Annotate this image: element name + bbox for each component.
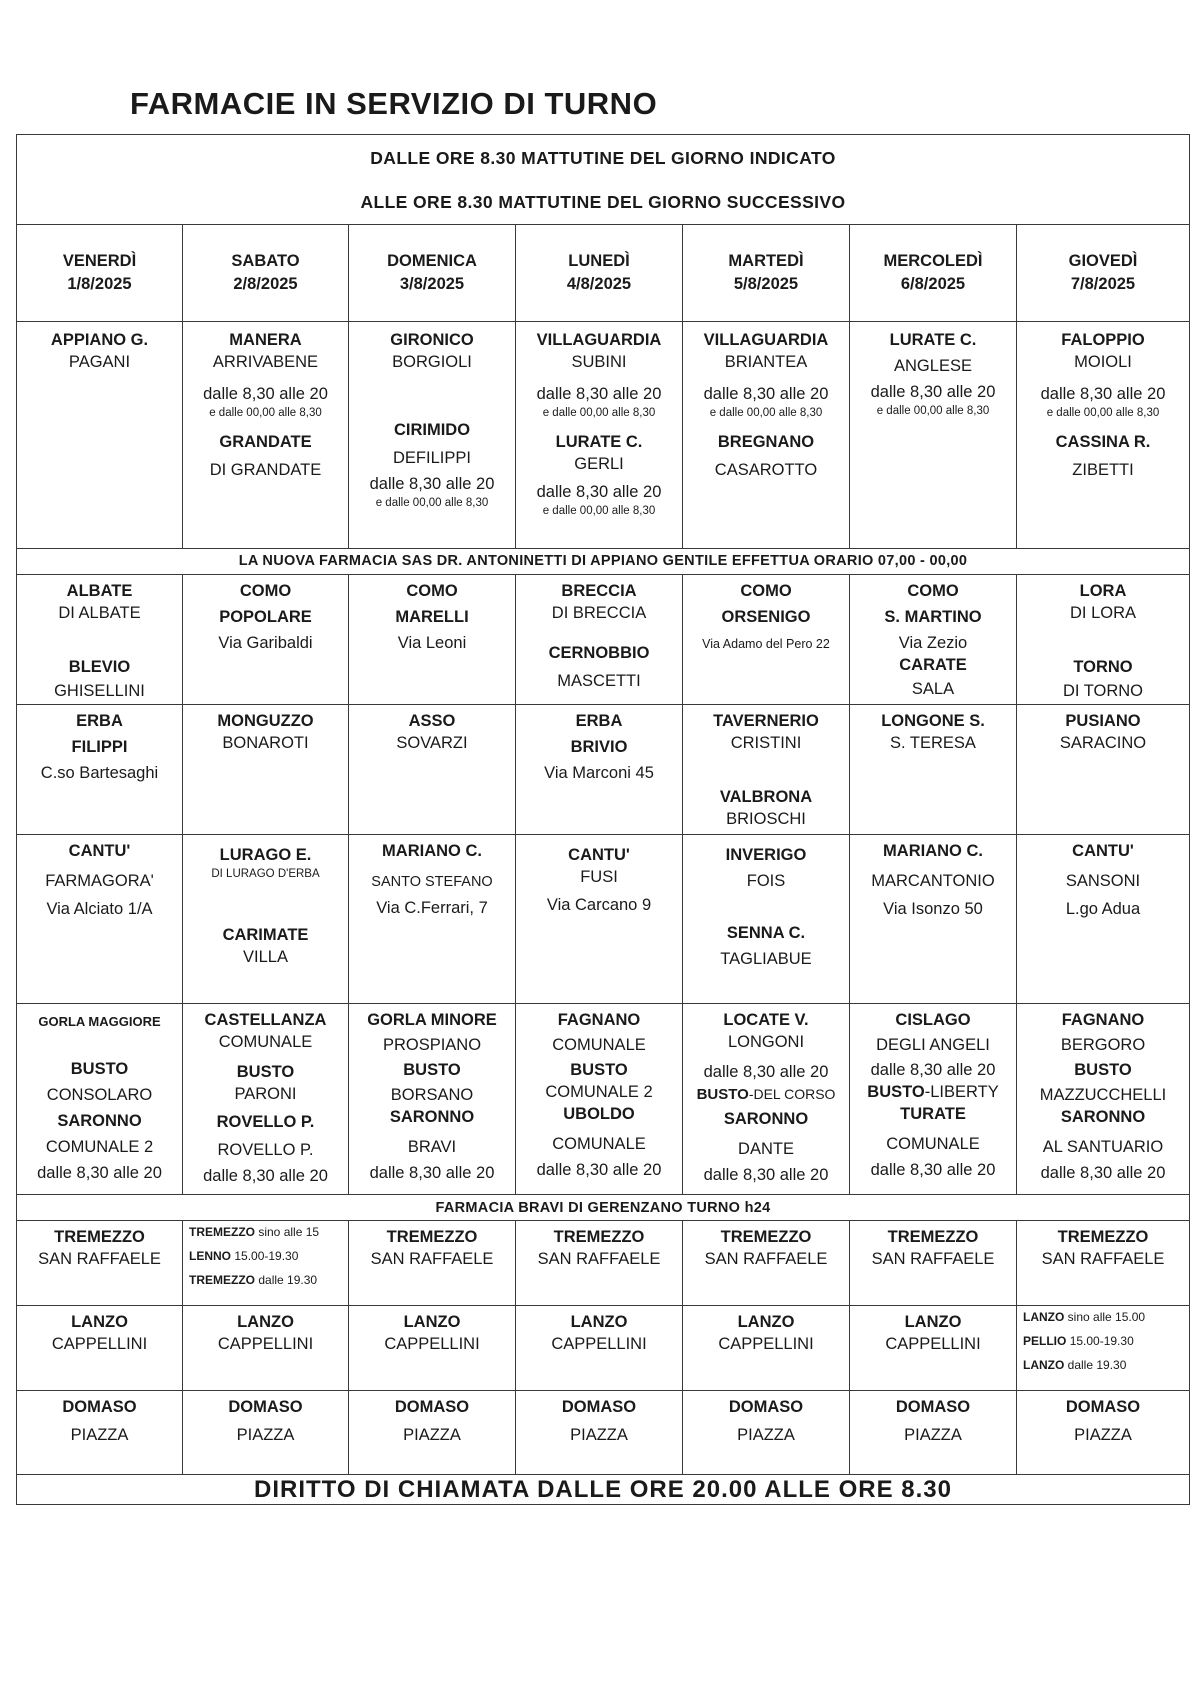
pharmacy: BORSANO (390, 1085, 474, 1104)
pharmacy: PIAZZA (236, 1426, 295, 1445)
pharmacy: CONSOLARO (46, 1085, 153, 1104)
day-name: SABATO (231, 252, 300, 271)
notice-appiano: LA NUOVA FARMACIA SAS DR. ANTONINETTI DI APPIANO GENTILE EFFETTUA ORARIO 07,00 - 00,00 (17, 548, 1190, 574)
schedule-table (16, 134, 1190, 1505)
day-name: VENERDÌ (62, 252, 137, 271)
time-slot (183, 1272, 348, 1288)
town: GORLA MAGGIORE (38, 1013, 161, 1029)
town: LANZO (1023, 1309, 1065, 1324)
cell-b8-thu (1017, 1391, 1190, 1475)
town: VALBRONA (719, 788, 813, 807)
address: Via Isonzo 50 (883, 900, 983, 919)
cell-b2-tue (683, 575, 850, 705)
town: COMO (406, 582, 458, 601)
town: LANZO (1023, 1357, 1065, 1372)
pharmacy: CAPPELLINI (51, 1334, 148, 1353)
pharmacy: DEGLI ANGELI (876, 1035, 990, 1054)
hours-day: dalle 8,30 alle 20 (536, 482, 662, 501)
pharmacy: ZIBETTI (1072, 460, 1134, 479)
town: LURAGO E. (219, 846, 312, 865)
town: SARONNO (723, 1109, 809, 1128)
pharmacy: GERLI (574, 454, 624, 473)
day-date: 3/8/2025 (399, 275, 465, 294)
pharmacy: COMUNALE 2 (545, 1082, 653, 1101)
cell-b3-mon (516, 705, 683, 835)
hours-day: dalle 8,30 alle 20 (703, 1165, 829, 1184)
day-name: MERCOLEDÌ (883, 252, 983, 271)
address: L.go Adua (1065, 900, 1141, 919)
town: BUSTO (1074, 1060, 1132, 1079)
pharmacy: CAPPELLINI (718, 1334, 814, 1353)
hours-night: e dalle 00,00 alle 8,30 (542, 504, 656, 517)
pharmacy: SANSONI (1065, 872, 1141, 891)
pharmacy: DI GRANDATE (209, 460, 322, 479)
town: LANZO (71, 1312, 128, 1331)
day-date: 1/8/2025 (67, 275, 132, 294)
pharmacy: DI ALBATE (58, 604, 141, 623)
pharmacy: DEFILIPPI (393, 448, 471, 467)
pharmacy: SAN RAFFAELE (871, 1250, 995, 1269)
cell-b6-sat (183, 1221, 349, 1305)
day-date: 7/8/2025 (1070, 275, 1136, 294)
town: PELLIO (1023, 1333, 1067, 1348)
pharmacy: PARONI (234, 1084, 297, 1103)
cell-b8-fri (17, 1391, 183, 1475)
town: COMO (907, 582, 959, 601)
town: LANZO (570, 1312, 628, 1331)
cell-b5-fri (17, 1003, 183, 1194)
pharmacy: GHISELLINI (54, 682, 145, 701)
day-name: LUNEDÌ (568, 252, 630, 271)
time-range: 15.00-19.30 (1069, 1333, 1134, 1348)
town: TURATE (900, 1104, 966, 1123)
town: CISLAGO (895, 1010, 971, 1029)
cell-b6-fri (17, 1221, 183, 1305)
pharmacy: ROVELLO P. (217, 1140, 314, 1159)
town: ROVELLO P. (216, 1112, 315, 1131)
town: DOMASO (561, 1398, 637, 1417)
day-header-fri (17, 225, 183, 322)
town: TORNO (1073, 658, 1133, 677)
address: Via Zezio (898, 634, 968, 653)
cell-b1-fri (17, 321, 183, 548)
town: PUSIANO (1065, 712, 1141, 731)
pharmacy: SUBINI (571, 352, 627, 371)
town: SENNA C. (726, 924, 806, 943)
day-date: 5/8/2025 (733, 275, 799, 294)
cell-b7-wed (850, 1305, 1017, 1390)
pharmacy: CRISTINI (730, 734, 802, 753)
address: C.so Bartesaghi (40, 764, 159, 783)
time-range: sino alle 15.00 (1067, 1309, 1146, 1324)
pharmacy: FILIPPI (71, 738, 128, 757)
town: CANTU' (568, 846, 630, 865)
pharmacy: SANTO STEFANO (371, 874, 493, 891)
day-name: DOMENICA (387, 252, 477, 271)
town: LANZO (403, 1312, 461, 1331)
town: LOCATE V. (723, 1010, 809, 1029)
town: BLEVIO (68, 658, 131, 677)
pharmacy: ARRIVABENE (212, 352, 319, 371)
pharmacy: TAGLIABUE (720, 950, 812, 969)
town: GORLA MINORE (367, 1010, 497, 1029)
hours-night: e dalle 00,00 alle 8,30 (1046, 406, 1160, 419)
address: Via C.Ferrari, 7 (376, 899, 488, 918)
cell-b3-thu (1017, 705, 1190, 835)
hours-day: dalle 8,30 alle 20 (203, 1166, 328, 1185)
town: VILLAGUARDIA (703, 330, 829, 349)
town: MANERA (229, 330, 302, 349)
pharmacy: SAN RAFFAELE (38, 1250, 161, 1269)
pharmacy: PIAZZA (403, 1426, 461, 1445)
cell-b8-mon (516, 1391, 683, 1475)
town: LANZO (737, 1312, 795, 1331)
cell-b3-wed (850, 705, 1017, 835)
pharmacy: PIAZZA (737, 1426, 795, 1445)
town: TAVERNERIO (713, 712, 819, 731)
pharmacy: PIAZZA (1074, 1426, 1132, 1445)
cell-b7-tue (683, 1305, 850, 1390)
cell-b2-mon (516, 575, 683, 705)
pharmacy: BERGORO (1060, 1035, 1146, 1054)
pharmacy: S. TERESA (890, 734, 976, 753)
town: TREMEZZO (189, 1225, 255, 1240)
town: COMO (239, 582, 292, 601)
town: BUSTO (236, 1062, 295, 1081)
pharmacy: FOIS (746, 872, 786, 891)
town: BUSTO (70, 1059, 129, 1078)
cell-b8-sun (349, 1391, 516, 1475)
header-line-1: DALLE ORE 8.30 MATTUTINE DEL GIORNO INDICATO (370, 147, 836, 168)
pharmacy: COMUNALE (552, 1035, 646, 1054)
cell-b4-wed (850, 835, 1017, 1004)
hours-day: dalle 8,30 alle 20 (203, 384, 328, 403)
pharmacy: SAN RAFFAELE (370, 1250, 494, 1269)
pharmacy: MAZZUCCHELLI (1039, 1085, 1167, 1104)
pharmacy: SAN RAFFAELE (1041, 1250, 1165, 1269)
town: LORA (1079, 582, 1127, 601)
day-name: MARTEDÌ (728, 252, 804, 271)
cell-b7-mon (516, 1305, 683, 1390)
pharmacy-busto (683, 1084, 849, 1105)
cell-b4-mon (516, 835, 683, 1004)
cell-b4-fri (17, 835, 183, 1004)
pharmacy: PROSPIANO (382, 1035, 482, 1054)
cell-b3-sat (183, 705, 349, 835)
cell-b5-thu (1017, 1003, 1190, 1194)
pharmacy: MARELLI (395, 608, 469, 627)
town: INVERIGO (725, 846, 807, 865)
town: TREMEZZO (720, 1228, 812, 1247)
address: Via Carcano 9 (546, 896, 652, 915)
town: BRECCIA (561, 582, 637, 601)
address: Via Garibaldi (218, 634, 313, 653)
cell-b2-sun (349, 575, 516, 705)
town: CANTU' (1072, 842, 1134, 861)
town: DOMASO (1065, 1398, 1141, 1417)
pharmacy: DI BRECCIA (551, 604, 647, 623)
pharmacy: CAPPELLINI (384, 1334, 480, 1353)
town: SARONNO (1060, 1107, 1146, 1126)
pharmacy: FARMAGORA' (45, 872, 154, 891)
pharmacy: AL SANTUARIO (1042, 1137, 1164, 1156)
town: LANZO (237, 1312, 294, 1331)
address: Via Leoni (397, 634, 467, 653)
pharmacy: SARACINO (1059, 734, 1147, 753)
hours-day: dalle 8,30 alle 20 (870, 1060, 996, 1079)
cell-b7-fri (17, 1305, 183, 1390)
hours-night: e dalle 00,00 alle 8,30 (709, 406, 823, 419)
day-date: 2/8/2025 (233, 275, 298, 294)
town: LURATE C. (555, 432, 643, 451)
town: CIRIMIDO (393, 420, 471, 439)
town: VILLAGUARDIA (536, 330, 662, 349)
pharmacy: DI LORA (1069, 604, 1137, 623)
cell-b5-mon (516, 1003, 683, 1194)
cell-b6-tue (683, 1221, 850, 1305)
time-slot (1017, 1333, 1189, 1349)
hours-night: e dalle 00,00 alle 8,30 (876, 404, 990, 417)
town: DOMASO (228, 1398, 303, 1417)
pharmacy: COMUNALE (552, 1134, 646, 1153)
town: GIRONICO (390, 330, 474, 349)
town: BUSTO (696, 1085, 749, 1103)
cell-b6-sun (349, 1221, 516, 1305)
hours-day: dalle 8,30 alle 20 (1040, 384, 1166, 403)
cell-b8-tue (683, 1391, 850, 1475)
cell-b8-wed (850, 1391, 1017, 1475)
time-range: sino alle 15 (258, 1225, 320, 1240)
cell-b4-thu (1017, 835, 1190, 1004)
pharmacy: ANGLESE (894, 356, 972, 375)
cell-b1-wed (850, 321, 1017, 548)
pharmacy: COMUNALE (886, 1134, 980, 1153)
cell-b2-sat (183, 575, 349, 705)
time-range: dalle 19.30 (258, 1273, 318, 1288)
pharmacy: -LIBERTY (924, 1082, 999, 1101)
town: UBOLDO (563, 1104, 635, 1123)
pharmacy: BONAROTI (222, 734, 309, 753)
town: TREMEZZO (1057, 1228, 1149, 1247)
hours-day: dalle 8,30 alle 20 (870, 382, 996, 401)
town: TREMEZZO (386, 1228, 478, 1247)
town: MARIANO C. (382, 842, 482, 861)
town: DOMASO (394, 1398, 470, 1417)
town: FAGNANO (1061, 1010, 1145, 1029)
hours-day: dalle 8,30 alle 20 (1040, 1163, 1166, 1182)
pharmacy: S. MARTINO (884, 608, 982, 627)
town: DOMASO (62, 1398, 137, 1417)
cell-b1-thu (1017, 321, 1190, 548)
hours-night: e dalle 00,00 alle 8,30 (375, 496, 489, 509)
town: BUSTO (867, 1082, 925, 1101)
cell-b6-mon (516, 1221, 683, 1305)
cell-b1-sat (183, 321, 349, 548)
cell-b8-sat (183, 1391, 349, 1475)
cell-b6-thu (1017, 1221, 1190, 1305)
pharmacy: -DEL CORSO (748, 1085, 836, 1102)
day-header-mon (516, 225, 683, 322)
cell-b5-wed (850, 1003, 1017, 1194)
cell-b2-thu (1017, 575, 1190, 705)
pharmacy: SAN RAFFAELE (537, 1250, 661, 1269)
town: MARIANO C. (883, 842, 983, 861)
day-header-sat (183, 225, 349, 322)
time-slot (1017, 1357, 1189, 1373)
cell-b5-sun (349, 1003, 516, 1194)
pharmacy: PIAZZA (904, 1426, 962, 1445)
town: TREMEZZO (189, 1273, 255, 1288)
town: ALBATE (66, 582, 133, 601)
town: FAGNANO (557, 1010, 641, 1029)
town: SARONNO (389, 1107, 475, 1126)
pharmacy: MOIOLI (1074, 352, 1132, 371)
hours-night: e dalle 00,00 alle 8,30 (542, 406, 656, 419)
town: ASSO (408, 712, 456, 731)
town: CASTELLANZA (204, 1010, 327, 1029)
pharmacy: BRIOSCHI (726, 810, 806, 829)
town: TREMEZZO (553, 1228, 645, 1247)
cell-b3-sun (349, 705, 516, 835)
day-name: GIOVEDÌ (1068, 252, 1138, 271)
pharmacy: BORGIOLI (392, 352, 472, 371)
time-range: dalle 19.30 (1067, 1357, 1127, 1372)
footer-call-notice: DIRITTO DI CHIAMATA DALLE ORE 20.00 ALLE ORE 8.30 (17, 1475, 1190, 1505)
pharmacy: FUSI (580, 868, 618, 887)
pharmacy: DANTE (738, 1139, 794, 1158)
pharmacy: MARCANTONIO (871, 872, 995, 891)
pharmacy: BRIVIO (570, 738, 628, 757)
hours-day: dalle 8,30 alle 20 (369, 1163, 495, 1182)
town: CANTU' (68, 842, 131, 861)
cell-b2-fri (17, 575, 183, 705)
pharmacy: COMUNALE 2 (45, 1137, 154, 1156)
hours-day: dalle 8,30 alle 20 (870, 1160, 996, 1179)
town: BUSTO (570, 1060, 628, 1079)
cell-b7-sat (183, 1305, 349, 1390)
cell-b7-thu (1017, 1305, 1190, 1390)
cell-b3-tue (683, 705, 850, 835)
address: Via Adamo del Pero 22 (702, 637, 830, 652)
town: SARONNO (57, 1111, 142, 1130)
town: LENNO (189, 1249, 231, 1264)
pharmacy: LONGONI (727, 1032, 805, 1051)
day-date: 4/8/2025 (566, 275, 632, 294)
pharmacy-busto (850, 1082, 1016, 1102)
time-slot (1017, 1309, 1189, 1325)
day-header-wed (850, 225, 1017, 322)
town: CARIMATE (222, 926, 309, 945)
town: CARATE (899, 656, 967, 675)
day-date: 6/8/2025 (900, 275, 966, 294)
cell-b4-tue (683, 835, 850, 1004)
town: CERNOBBIO (548, 644, 650, 663)
cell-b4-sun (349, 835, 516, 1004)
pharmacy: BRIANTEA (724, 352, 808, 371)
town-subtitle: DI LURAGO D'ERBA (211, 868, 320, 881)
pharmacy: CAPPELLINI (551, 1334, 647, 1353)
pharmacy: CAPPELLINI (217, 1334, 314, 1353)
hours-day: dalle 8,30 alle 20 (536, 1160, 662, 1179)
town: COMO (740, 582, 792, 601)
day-header-thu (1017, 225, 1190, 322)
cell-b1-tue (683, 321, 850, 548)
hours-day: dalle 8,30 alle 20 (536, 384, 662, 403)
pharmacy: PAGANI (68, 352, 131, 371)
day-header-sun (349, 225, 516, 322)
pharmacy: CASAROTTO (714, 460, 818, 479)
town: BUSTO (403, 1060, 461, 1079)
town: DOMASO (728, 1398, 804, 1417)
town: GRANDATE (219, 432, 312, 451)
town: APPIANO G. (50, 330, 149, 349)
town: DOMASO (895, 1398, 971, 1417)
cell-b4-sat (183, 835, 349, 1004)
time-slot (183, 1224, 348, 1240)
town: FALOPPIO (1061, 330, 1145, 349)
pharmacy: PIAZZA (70, 1426, 129, 1445)
pharmacy: DI TORNO (1062, 682, 1144, 701)
pharmacy: VILLA (243, 948, 288, 967)
cell-b5-sat (183, 1003, 349, 1194)
pharmacy: POPOLARE (219, 608, 312, 627)
town: ERBA (76, 712, 123, 731)
cell-b7-sun (349, 1305, 516, 1390)
time-range: 15.00-19.30 (234, 1249, 299, 1264)
pharmacy: COMUNALE (218, 1032, 313, 1051)
address: Via Marconi 45 (544, 764, 654, 783)
cell-b2-wed (850, 575, 1017, 705)
notice-gerenzano: FARMACIA BRAVI DI GERENZANO TURNO h24 (17, 1194, 1190, 1220)
pharmacy: BRAVI (407, 1137, 457, 1156)
town: LURATE C. (889, 330, 977, 349)
pharmacy: PIAZZA (570, 1426, 628, 1445)
town: TREMEZZO (887, 1228, 979, 1247)
time-slot (183, 1248, 348, 1264)
town: TREMEZZO (54, 1228, 145, 1247)
town: LANZO (904, 1312, 962, 1331)
town: LONGONE S. (881, 712, 985, 731)
cell-b5-tue (683, 1003, 850, 1194)
header-line-2: ALLE ORE 8.30 MATTUTINE DEL GIORNO SUCCESSIVO (360, 191, 846, 212)
town: CASSINA R. (1055, 432, 1151, 451)
pharmacy: ORSENIGO (721, 608, 811, 627)
pharmacy: MASCETTI (557, 672, 641, 691)
hours-day: dalle 8,30 alle 20 (369, 474, 495, 493)
hours-night: e dalle 00,00 alle 8,30 (209, 406, 322, 419)
town: BREGNANO (717, 432, 815, 451)
hours-day: dalle 8,30 alle 20 (703, 1062, 829, 1081)
town: ERBA (575, 712, 623, 731)
schedule-header (17, 135, 1190, 225)
cell-b6-wed (850, 1221, 1017, 1305)
pharmacy: SALA (911, 680, 955, 699)
day-header-tue (683, 225, 850, 322)
town: MONGUZZO (217, 712, 314, 731)
page-title: FARMACIE IN SERVIZIO DI TURNO (130, 86, 658, 121)
pharmacy: SOVARZI (396, 734, 468, 753)
address: Via Alciato 1/A (46, 900, 153, 919)
pharmacy: SAN RAFFAELE (704, 1250, 828, 1269)
cell-b1-mon (516, 321, 683, 548)
pharmacy: CAPPELLINI (885, 1334, 981, 1353)
hours-day: dalle 8,30 alle 20 (703, 384, 829, 403)
cell-b1-sun (349, 321, 516, 548)
hours-day: dalle 8,30 alle 20 (37, 1163, 162, 1182)
cell-b3-fri (17, 705, 183, 835)
